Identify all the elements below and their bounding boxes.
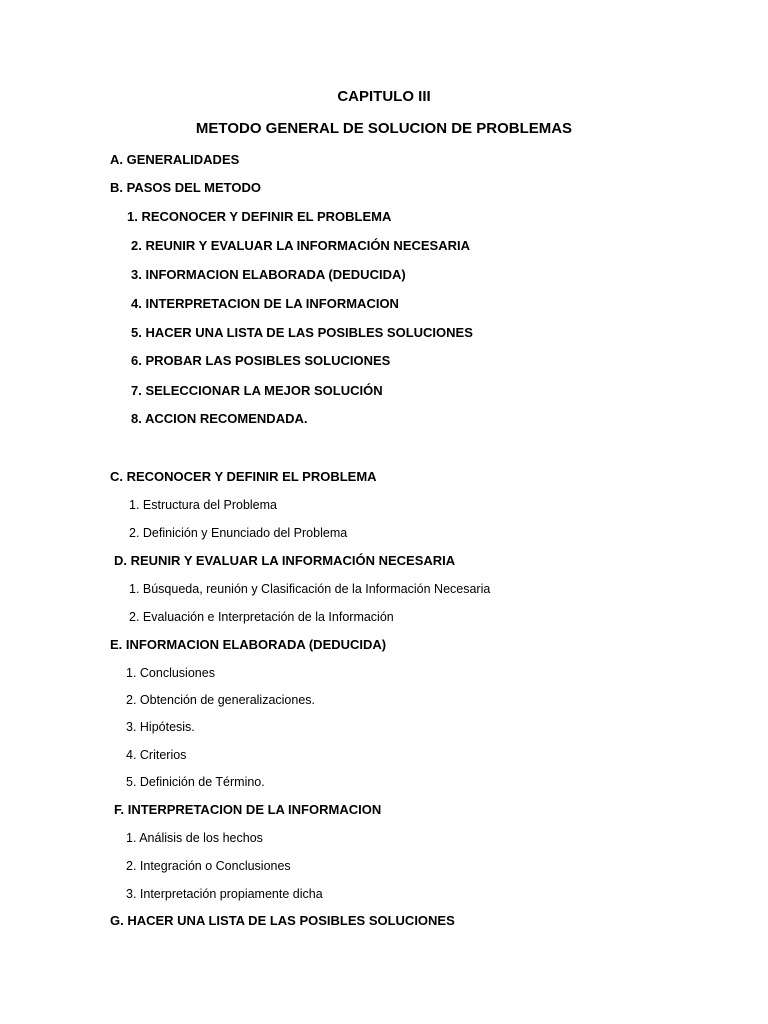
list-item: 2. Definición y Enunciado del Problema: [129, 526, 348, 540]
method-step: 6. PROBAR LAS POSIBLES SOLUCIONES: [131, 353, 391, 368]
method-step: 3. INFORMACION ELABORADA (DEDUCIDA): [131, 267, 406, 282]
method-step: 4. INTERPRETACION DE LA INFORMACION: [131, 296, 399, 311]
list-item: 3. Interpretación propiamente dicha: [126, 887, 323, 901]
list-item: 1. Estructura del Problema: [129, 498, 277, 512]
section-heading-b: B. PASOS DEL METODO: [110, 180, 261, 195]
section-heading-g: G. HACER UNA LISTA DE LAS POSIBLES SOLUCIONES: [110, 913, 455, 928]
method-step: 2. REUNIR Y EVALUAR LA INFORMACIÓN NECESARIA: [131, 238, 470, 253]
section-heading-a: A. GENERALIDADES: [110, 152, 240, 167]
list-item: 1. Análisis de los hechos: [126, 831, 263, 845]
method-step: 8. ACCION RECOMENDADA.: [131, 411, 308, 426]
list-item: 1. Búsqueda, reunión y Clasificación de la Información Necesaria: [129, 582, 491, 596]
section-heading-d: D. REUNIR Y EVALUAR LA INFORMACIÓN NECESARIA: [114, 553, 456, 568]
list-item: 2. Evaluación e Interpretación de la Información: [129, 610, 394, 624]
section-heading-c: C. RECONOCER Y DEFINIR EL PROBLEMA: [110, 469, 377, 484]
method-step: 7. SELECCIONAR LA MEJOR SOLUCIÓN: [131, 383, 383, 398]
method-step: 1. RECONOCER Y DEFINIR EL PROBLEMA: [127, 209, 392, 224]
list-item: 2. Integración o Conclusiones: [126, 859, 291, 873]
list-item: 4. Criterios: [126, 748, 187, 762]
list-item: 1. Conclusiones: [126, 666, 215, 680]
list-item: 3. Hipótesis.: [126, 720, 195, 734]
section-heading-e: E. INFORMACION ELABORADA (DEDUCIDA): [110, 637, 387, 652]
list-item: 5. Definición de Término.: [126, 775, 265, 789]
method-step: 5. HACER UNA LISTA DE LAS POSIBLES SOLUCIONES: [131, 325, 473, 340]
list-item: 2. Obtención de generalizaciones.: [126, 693, 316, 707]
document-title: METODO GENERAL DE SOLUCION DE PROBLEMAS: [195, 120, 573, 137]
chapter-heading: CAPITULO III: [337, 88, 431, 105]
section-heading-f: F. INTERPRETACION DE LA INFORMACION: [114, 802, 382, 817]
